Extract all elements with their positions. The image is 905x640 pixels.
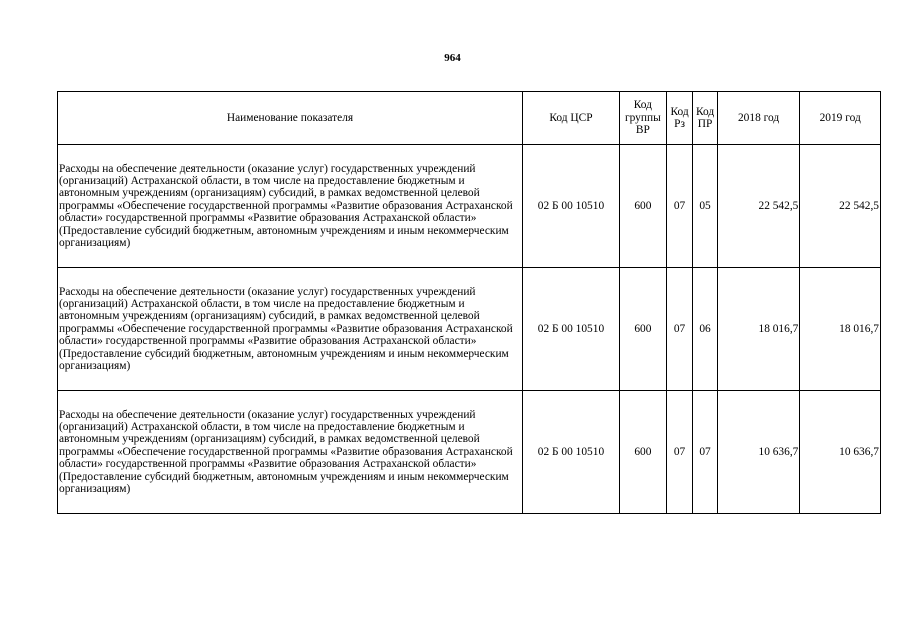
header-2019: 2019 год xyxy=(800,92,881,145)
table-row xyxy=(58,145,881,268)
row-rz: 07 xyxy=(666,145,693,268)
row-name: Расходы на обеспечение деятельности (оказание услуг) государственных учреждений (организаций) Астраханской области, в том числе на предоставление бюджетным и автономным учреждениям (организациям) субсидий, в рамках ведомственной целевой программы «Обеспечение государственной программы «Развитие образования Астраханской области» государственной программы «Развитие образования Астраханской области» (Предоставление субсидий бюджетным, автономным учреждениям и иным некоммерческим организациям) xyxy=(58,145,523,268)
row-name: Расходы на обеспечение деятельности (оказание услуг) государственных учреждений (организаций) Астраханской области, в том числе на предоставление бюджетным и автономным учреждениям (организациям) субсидий, в рамках ведомственной целевой программы «Обеспечение государственной программы «Развитие образования Астраханской области» государственной программы «Развитие образования Астраханской области» (Предоставление субсидий бюджетным, автономным учреждениям и иным некоммерческим организациям) xyxy=(58,391,523,514)
row-pr: 05 xyxy=(693,145,717,268)
row-pr: 07 xyxy=(693,391,717,514)
row-2018: 22 542,5 xyxy=(717,145,800,268)
header-vr: Код группы ВР xyxy=(619,92,666,145)
header-csr: Код ЦСР xyxy=(523,92,620,145)
page-number: 964 xyxy=(444,52,461,64)
row-2019: 18 016,7 xyxy=(800,268,881,391)
header-rz: Код Рз xyxy=(666,92,693,145)
row-vr: 600 xyxy=(619,391,666,514)
row-vr: 600 xyxy=(619,268,666,391)
row-pr: 06 xyxy=(693,268,717,391)
table-header-row xyxy=(58,92,881,145)
row-vr: 600 xyxy=(619,145,666,268)
header-2018: 2018 год xyxy=(717,92,800,145)
header-pr: Код ПР xyxy=(693,92,717,145)
row-2019: 10 636,7 xyxy=(800,391,881,514)
row-2018: 18 016,7 xyxy=(717,268,800,391)
row-2019: 22 542,5 xyxy=(800,145,881,268)
row-2018: 10 636,7 xyxy=(717,391,800,514)
row-csr: 02 Б 00 10510 xyxy=(523,145,620,268)
row-csr: 02 Б 00 10510 xyxy=(523,391,620,514)
row-rz: 07 xyxy=(666,268,693,391)
row-rz: 07 xyxy=(666,391,693,514)
row-csr: 02 Б 00 10510 xyxy=(523,268,620,391)
table-row xyxy=(58,268,881,391)
table-row xyxy=(58,391,881,514)
row-name: Расходы на обеспечение деятельности (оказание услуг) государственных учреждений (организаций) Астраханской области, в том числе на предоставление бюджетным и автономным учреждениям (организациям) субсидий, в рамках ведомственной целевой программы «Обеспечение государственной программы «Развитие образования Астраханской области» государственной программы «Развитие образования Астраханской области» (Предоставление субсидий бюджетным, автономным учреждениям и иным некоммерческим организациям) xyxy=(58,268,523,391)
budget-table xyxy=(57,91,881,514)
header-name: Наименование показателя xyxy=(58,92,523,145)
